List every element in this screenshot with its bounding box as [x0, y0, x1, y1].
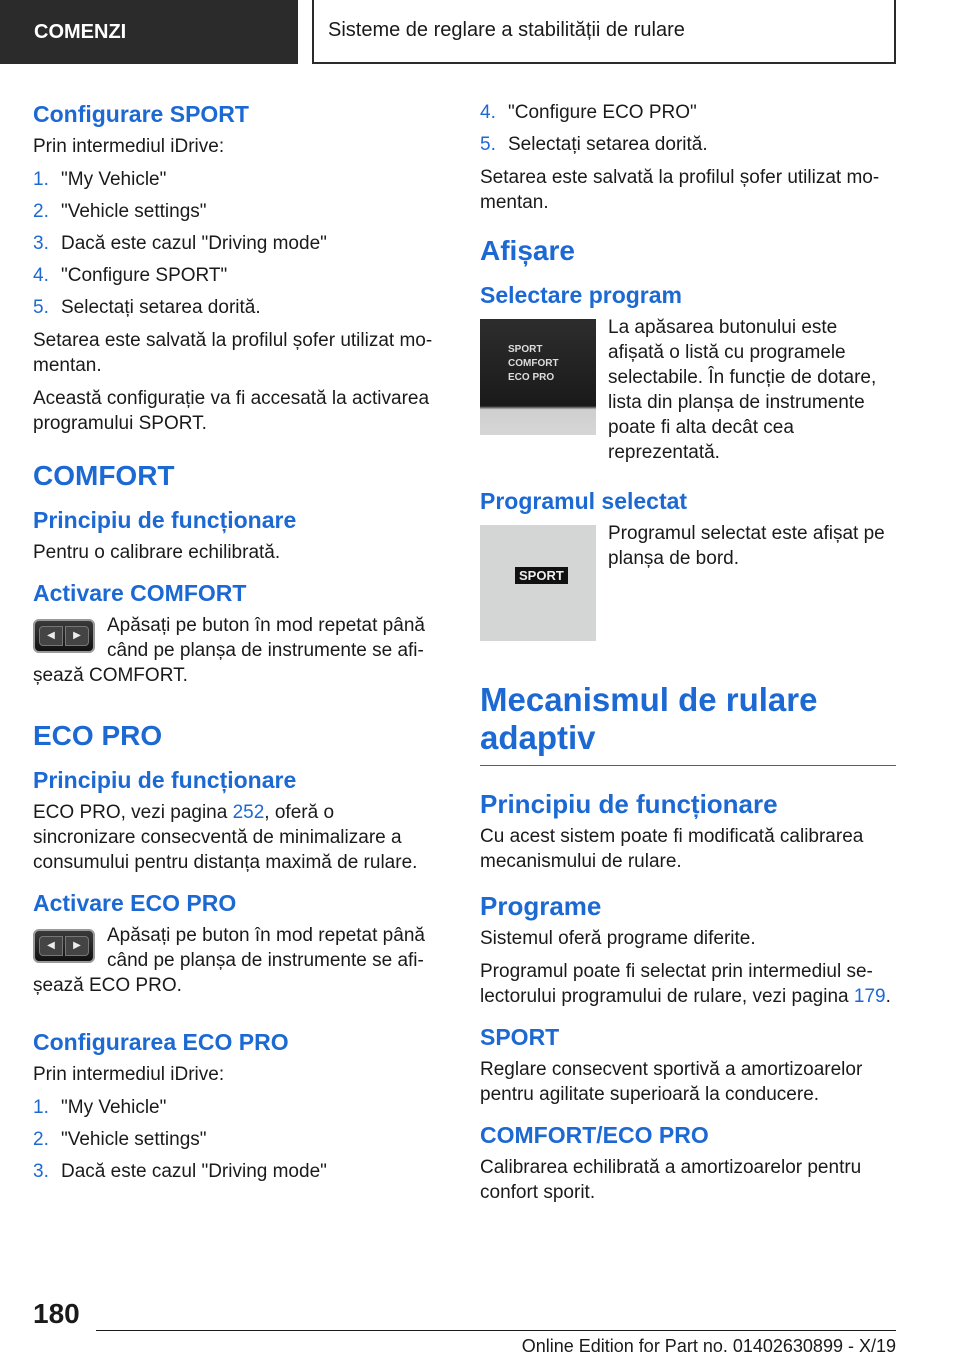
- select-program-block: [480, 315, 896, 473]
- left-arrow-icon: ◀: [39, 626, 63, 646]
- sport-config-note: Setarea este salvată la profilul șofer utilizat momentan.: [33, 330, 433, 376]
- list-item: 5. Selectați setarea dorită.: [33, 297, 261, 318]
- header-title: Sisteme de reglare a stabilității de rulare: [312, 0, 896, 64]
- programs-text-2: Programul poate fi selectat prin intermediul selectorului programului de rulare, vezi pagina 179.: [480, 961, 891, 1007]
- comfort-eco-text: Calibrarea echilibrată a amortizoarelor pentru confort sporit.: [480, 1157, 862, 1203]
- selected-program-heading: Programul selectat: [480, 488, 688, 514]
- page-number: 180: [33, 1298, 80, 1329]
- eco-config-note: Setarea este salvată la profilul șofer utilizat momentan.: [480, 167, 880, 213]
- driving-mode-button-icon: [33, 929, 95, 963]
- list-item: 2. "Vehicle settings": [33, 201, 207, 222]
- eco-activate-block: [33, 923, 437, 1006]
- sport-config-intro: Prin intermediul iDrive:: [33, 136, 225, 157]
- comfort-activate-text: Apăsați pe buton în mod repetat până când pe planșa de instrumente se afișează COMFORT.: [33, 615, 425, 686]
- select-program-heading: Selectare program: [480, 282, 682, 308]
- adaptive-principle-heading: Principiu de funcționare: [480, 789, 778, 819]
- comfort-heading: COMFORT: [33, 460, 175, 491]
- list-item: 1. "My Vehicle": [33, 1097, 167, 1118]
- adaptive-suspension-heading: Mecanismul de rulare adaptiv: [480, 681, 896, 766]
- comfort-principle-text: Pentru o calibrare echilibrată.: [33, 542, 281, 563]
- eco-config-steps: [33, 1095, 437, 1184]
- page-link-252[interactable]: 252: [232, 802, 265, 823]
- comfort-principle-heading: Principiu de funcționare: [33, 507, 297, 533]
- edition-text: Online Edition for Part no. 01402630899 - X/19: [521, 1336, 896, 1356]
- left-column: [33, 100, 437, 1192]
- comfort-activate-block: [33, 613, 437, 696]
- program-list-image: [480, 319, 596, 435]
- sport-heading: SPORT: [480, 1024, 560, 1050]
- driving-mode-button-icon: [33, 619, 95, 653]
- list-item: 4. "Configure ECO PRO": [480, 102, 697, 123]
- comfort-eco-heading: COMFORT/ECO PRO: [480, 1122, 709, 1148]
- eco-config-heading: Configurarea ECO PRO: [33, 1029, 289, 1055]
- eco-principle-heading: Principiu de funcționare: [33, 767, 297, 793]
- eco-config-intro: Prin intermediul iDrive:: [33, 1064, 225, 1085]
- eco-principle-text: ECO PRO, vezi pagina 252, oferă o sincronizare consecventă de minimalizare a consumului pentru distanța maximă de rulare.: [33, 802, 418, 873]
- sport-indicator: SPORT: [515, 567, 568, 584]
- left-arrow-icon: ◀: [39, 936, 63, 956]
- sport-text: Reglare consecvent sportivă a amortizoarelor pentru agilitate superioară la conducere.: [480, 1059, 863, 1105]
- sport-config-steps: [33, 167, 437, 320]
- right-arrow-icon: ▶: [65, 936, 89, 956]
- header-section: COMENZI: [0, 0, 298, 64]
- adaptive-principle-text: Cu acest sistem poate fi modificată calibrarea mecanismului de rulare.: [480, 826, 864, 872]
- footer-divider: [96, 1330, 896, 1331]
- display-heading: Afișare: [480, 235, 575, 266]
- programs-text: Sistemul oferă programe diferite.: [480, 928, 756, 949]
- right-column: [480, 100, 896, 1213]
- programs-heading: Programe: [480, 891, 602, 921]
- page-link-179[interactable]: 179: [853, 986, 886, 1007]
- list-item: 5. Selectați setarea dorită.: [480, 134, 708, 155]
- select-program-text: La apăsarea butonului este afișată o listă cu programele selectabile. În funcție de dotare, lista din planșa de instrumente poate fi alta decât cea reprezentată.: [608, 317, 877, 463]
- sport-config-note-2: Această configurație va fi accesată la activarea programului SPORT.: [33, 388, 430, 434]
- selected-program-text: Programul selectat este afișat pe planșa de bord.: [608, 523, 885, 569]
- list-item: 2. "Vehicle settings": [33, 1129, 207, 1150]
- list-item: 3. Dacă este cazul "Driving mode": [33, 233, 327, 254]
- comfort-activate-heading: Activare COMFORT: [33, 580, 247, 606]
- list-item: 3. Dacă este cazul "Driving mode": [33, 1161, 327, 1182]
- list-item: 1. "My Vehicle": [33, 169, 167, 190]
- eco-heading: ECO PRO: [33, 720, 163, 751]
- right-arrow-icon: ▶: [65, 626, 89, 646]
- selected-program-block: [480, 521, 896, 651]
- sport-config-heading: Configurare SPORT: [33, 101, 249, 127]
- eco-activate-heading: Activare ECO PRO: [33, 890, 237, 916]
- list-item: 4. "Configure SPORT": [33, 265, 228, 286]
- eco-config-steps-continued: [480, 100, 896, 157]
- eco-activate-text: Apăsați pe buton în mod repetat până când pe planșa de instrumente se afișează ECO PRO.: [33, 925, 425, 996]
- program-menu: SPORT COMFORT ECO PRO: [508, 344, 559, 383]
- selected-program-image: [480, 525, 596, 641]
